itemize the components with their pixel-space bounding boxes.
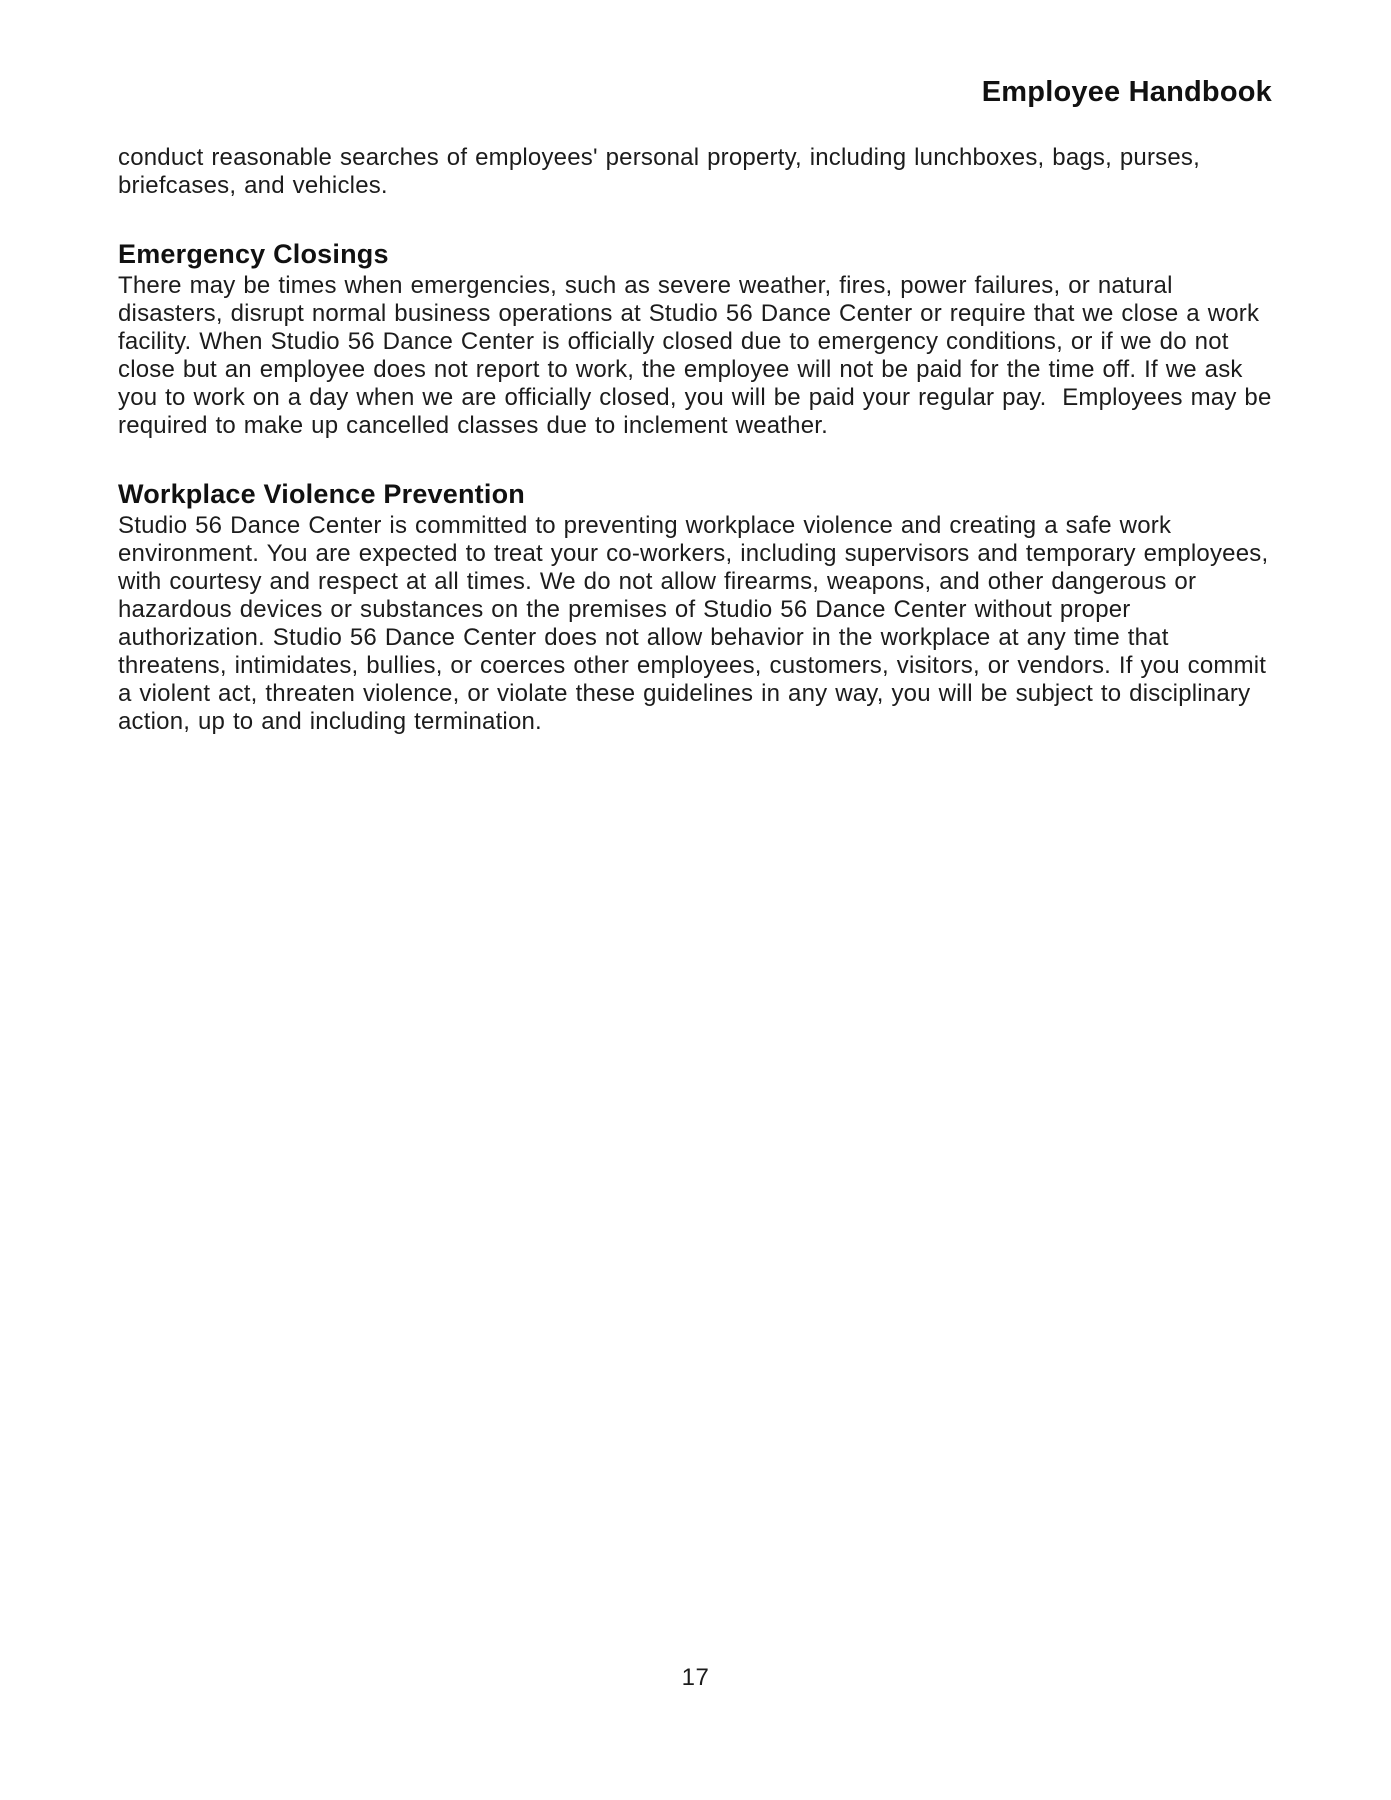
document-header-title: Employee Handbook [981,76,1272,108]
section-body-emergency-closings: There may be times when emergencies, such as severe weather, fires, power failures, or natural disasters, disrupt normal business operations at Studio 56 Dance Center or require that we close a work facility. When Studio 56 Dance Center is officially closed due to emergency conditions, or if we do not close but an employee does not report to work, the employee will not be paid for the time off. If we ask you to work on a day when we are officially closed, you will be paid your regular pay. Employees may be required to make up cancelled classes due to inclement weather. [118,272,1280,439]
section-heading-workplace-violence-prevention: Workplace Violence Prevention [118,479,525,509]
section-body-workplace-violence-prevention: Studio 56 Dance Center is committed to preventing workplace violence and creating a safe work environment. You are expected to treat your co-workers, including supervisors and temporary employees, with courtesy and respect at all times. We do not allow firearms, weapons, and other dangerous or hazardous devices or substances on the premises of Studio 56 Dance Center without proper authorization. Studio 56 Dance Center does not allow behavior in the workplace at any time that threatens, intimidates, bullies, or coerces other employees, customers, visitors, or vendors. If you commit a violent act, threaten violence, or violate these guidelines in any way, you will be subject to disciplinary action, up to and including termination. [118,512,1277,735]
page-number: 17 [681,1664,710,1691]
section-heading-emergency-closings: Emergency Closings [118,239,389,269]
section-workplace-violence-prevention [118,478,1277,736]
continuation-paragraph: conduct reasonable searches of employees' personal property, including lunchboxes, bags, purses, briefcases, and vehicles. [118,144,1208,199]
section-emergency-closings [118,238,1280,440]
